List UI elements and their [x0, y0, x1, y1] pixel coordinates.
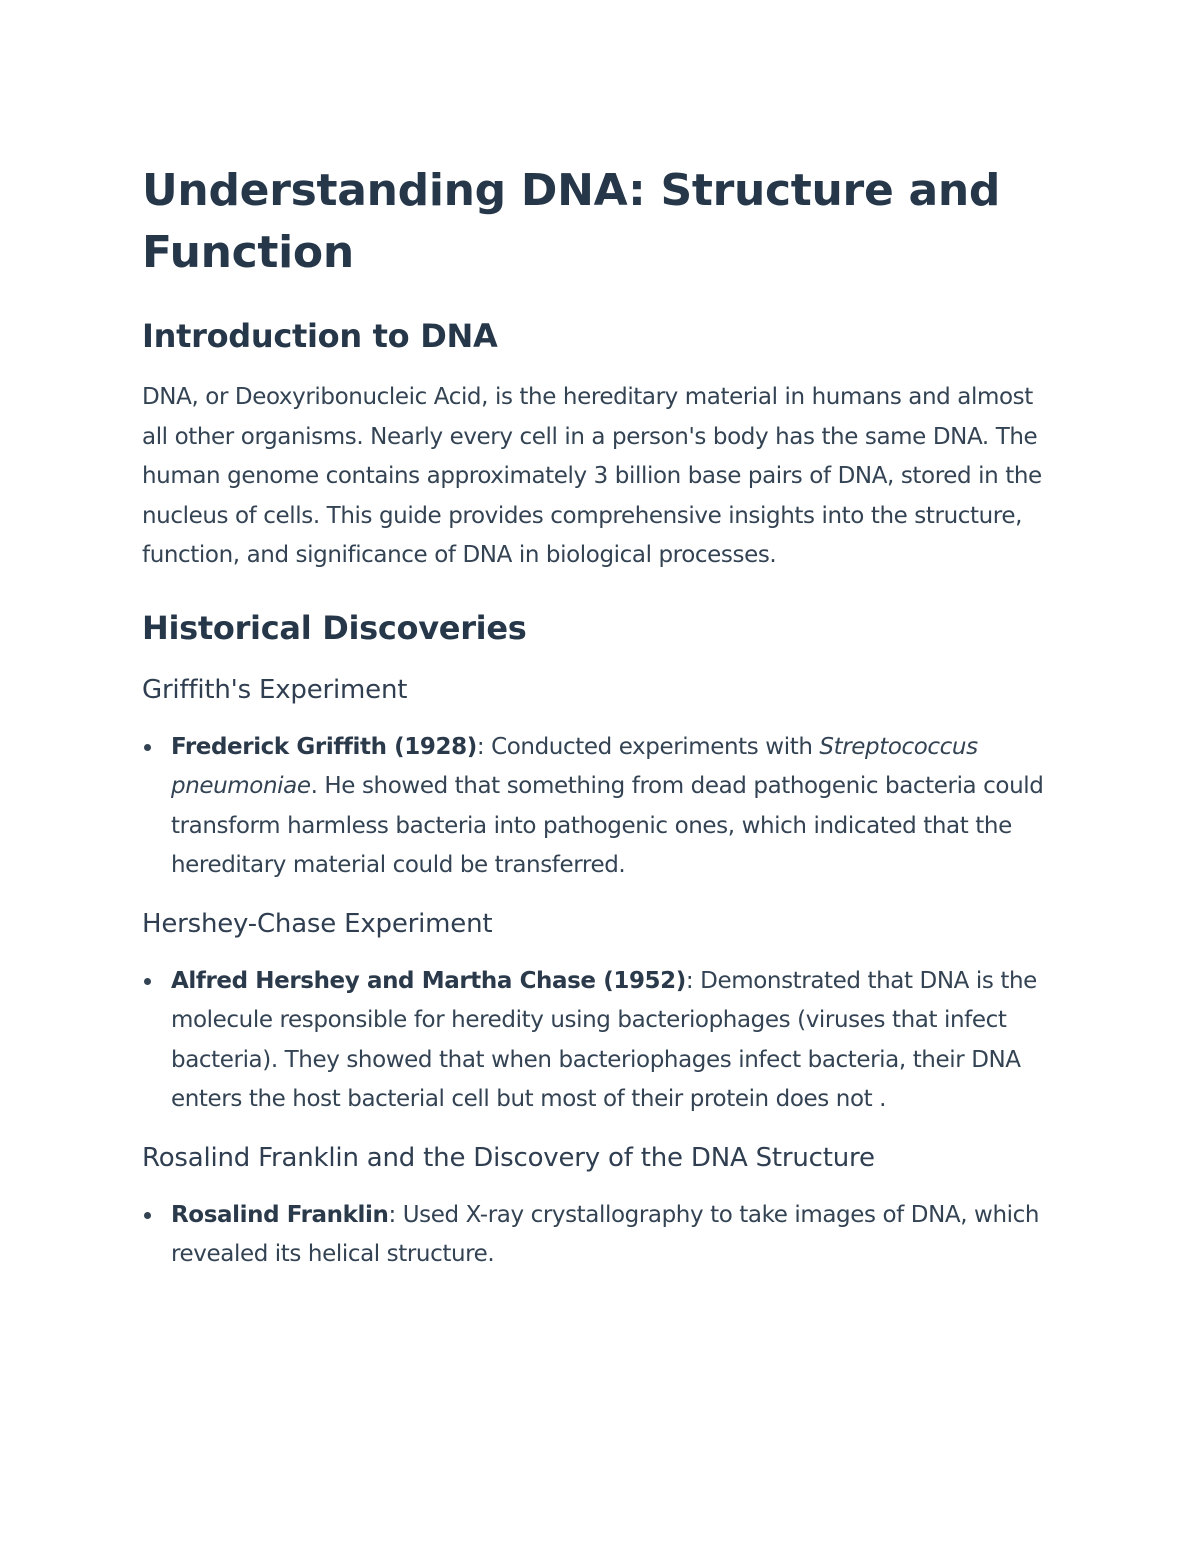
subheading-griffith-experiment: Griffith's Experiment: [142, 674, 408, 705]
section-heading-historical-discoveries: Historical Discoveries: [142, 608, 527, 647]
griffith-species: Streptococcus pneumoniae: [171, 733, 978, 799]
griffith-text-before: : Conducted experiments with: [476, 733, 820, 760]
bullet-icon: [144, 978, 151, 985]
hershey-chase-text: : Demonstrated that DNA is the molecule responsible for heredity using bacteriophages (viruses that infect bacteria). They showed that when bacteriophages infect bacteria, their DNA enters the host bacterial cell but most of their protein does not .: [171, 967, 1037, 1112]
document-title: Understanding DNA: Structure and Function: [142, 165, 1001, 278]
section-heading-introduction: Introduction to DNA: [142, 317, 498, 355]
subheading-rosalind-franklin: Rosalind Franklin and the Discovery of the DNA Structure: [142, 1142, 875, 1173]
bullet-icon: [144, 1212, 151, 1219]
bullet-icon: [144, 744, 151, 751]
griffith-list: [142, 728, 1062, 886]
franklin-name: Rosalind Franklin: [171, 1201, 389, 1228]
griffith-name: Frederick Griffith (1928): [171, 733, 477, 760]
hershey-chase-list: [142, 962, 1062, 1120]
list-item-franklin: [142, 1196, 1062, 1275]
franklin-list: [142, 1196, 1062, 1275]
list-item-hershey-chase: [142, 962, 1062, 1120]
franklin-text: : Used X-ray crystallography to take images of DNA, which revealed its helical structure.: [171, 1201, 1040, 1267]
document-page: [142, 160, 1062, 1275]
hershey-chase-names: Alfred Hershey and Martha Chase (1952): [171, 967, 686, 994]
griffith-text-after: . He showed that something from dead pathogenic bacteria could transform harmless bacteria into pathogenic ones, which indicated that the hereditary material could be transferred.: [171, 773, 1044, 878]
introduction-paragraph: DNA, or Deoxyribonucleic Acid, is the hereditary material in humans and almost all other organisms. Nearly every cell in a person's body has the same DNA. The human genome contains approximately 3 billion base pairs of DNA, stored in the nucleus of cells. This guide provides comprehensive insights into the structure, function, and significance of DNA in biological processes.: [142, 384, 1042, 568]
list-item-griffith: [142, 728, 1062, 886]
subheading-hershey-chase-experiment: Hershey-Chase Experiment: [142, 908, 493, 939]
